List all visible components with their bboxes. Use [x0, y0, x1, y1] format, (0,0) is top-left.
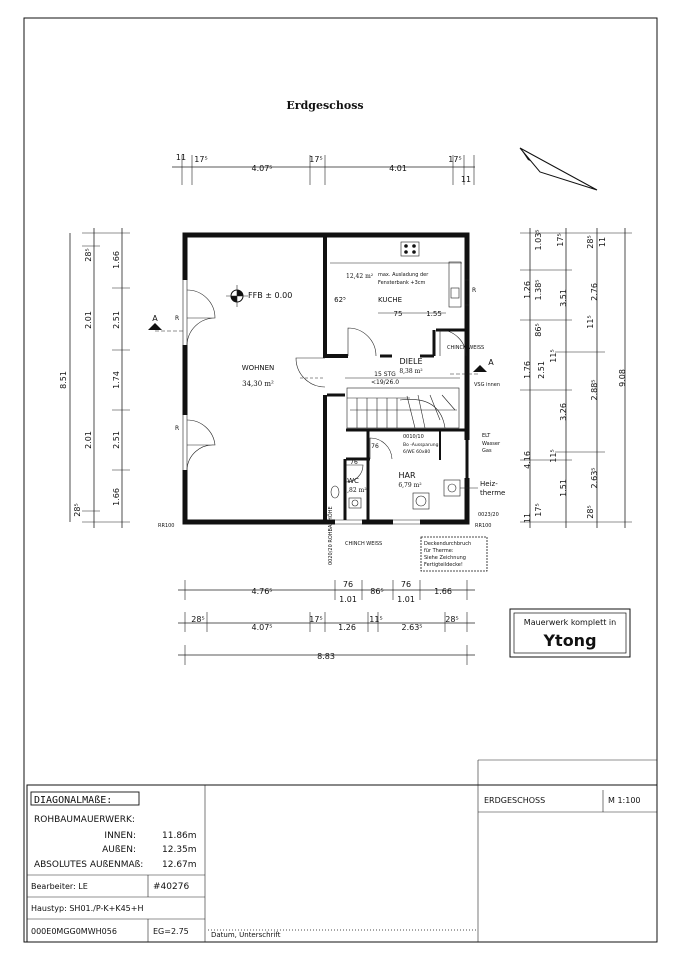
- dim-label: 76: [342, 580, 354, 589]
- gas-label: Gas: [482, 448, 492, 454]
- dim-label: 3.51: [559, 289, 568, 307]
- walls: [185, 235, 467, 522]
- dim-label: 17⁵: [194, 155, 208, 164]
- tb-haustyp: Haustyp: SH01./P-K+K45+H: [31, 904, 144, 913]
- section-label: A: [488, 358, 494, 367]
- stamp-text: Mauerwerk komplett in: [523, 618, 617, 627]
- dim-label: 1.66: [112, 251, 121, 269]
- wc-name: WC: [347, 477, 359, 485]
- tb-diagonal: DIAGONALMAßE:: [34, 795, 113, 806]
- r-mark: R: [472, 287, 477, 294]
- dim-label: 4.01: [389, 164, 407, 173]
- tb-aussen-label: AUßEN:: [102, 845, 136, 855]
- dim-chain-right: [520, 228, 632, 528]
- aussparung-label: Bo -Aussparung: [403, 443, 439, 448]
- north-arrow-outline: [520, 148, 597, 190]
- dim-label: 1.01: [397, 595, 415, 604]
- dim-label: 11⁵: [549, 449, 558, 463]
- dim-label: 1.74: [112, 371, 121, 389]
- dim-label: 1.03⁵: [534, 229, 543, 251]
- dim-label: 2.51: [537, 361, 546, 379]
- dim-label: 17⁵: [556, 233, 565, 247]
- plan-title: Erdgeschoss: [286, 99, 364, 112]
- dim-label: 17⁵: [309, 615, 323, 624]
- heiztherme-label: Heiz-: [480, 480, 498, 488]
- wasser-label: Wasser: [482, 441, 501, 447]
- dim-label: 28⁵: [191, 615, 205, 624]
- dim-label: 2.51: [112, 431, 121, 449]
- section-marker-left: [148, 323, 185, 331]
- dim-label: 11⁵: [549, 349, 558, 363]
- note-line: Siehe Zeichnung: [424, 555, 466, 561]
- section-label: A: [152, 314, 158, 323]
- kueche-name: KUCHE: [377, 296, 403, 304]
- aussparung-label: 6/WE 60x80: [403, 450, 431, 455]
- diele-name: DIELE: [399, 357, 423, 366]
- dim-label: 4.16: [523, 451, 532, 469]
- r-mark: R: [175, 425, 180, 432]
- tb-aussen-value: 12.35m: [162, 845, 197, 855]
- door-code-vertical: 0020/20 ROHBAUHÖHE: [328, 506, 334, 565]
- dim-label: 1.76: [523, 361, 532, 379]
- dim-chain-left: [59, 228, 130, 528]
- dim-label: 8.51: [59, 371, 68, 389]
- note-line: Deckendurchbruch: [424, 541, 472, 547]
- tb-innen-value: 11.86m: [162, 831, 197, 841]
- rr100-label: RR100: [475, 523, 492, 529]
- tb-bearbeiter: Bearbeiter: LE: [31, 882, 88, 891]
- tb-datum: Datum, Unterschrift: [211, 931, 281, 939]
- dim-label: 62⁵: [334, 296, 346, 304]
- dim-label: 11: [598, 236, 607, 248]
- stamp-brand: Ytong: [543, 631, 597, 650]
- dim-label: 17⁵: [534, 503, 543, 517]
- dim-label: 1.26: [338, 623, 356, 632]
- dim-label: 2.01: [84, 311, 93, 329]
- dim-label: 4.07⁵: [251, 623, 273, 632]
- dim-label: 28⁵: [445, 615, 459, 624]
- dim-chain-bottom-2: [178, 612, 475, 632]
- stairs-steps: 15 STG: [374, 371, 396, 378]
- dim-label: 2.76: [590, 283, 599, 301]
- kueche-note: max. Ausladung der: [378, 272, 429, 278]
- stairs-ratio: <19/26.0: [370, 379, 400, 386]
- dim-label: 86⁵: [370, 587, 384, 596]
- dim-label: 1.66: [434, 587, 452, 596]
- dim-chain-top: [172, 153, 475, 185]
- chinch-bottom-label: CHINCH WEISS: [345, 541, 383, 547]
- dim-label: 2.01: [84, 431, 93, 449]
- dim-label: 9.08: [618, 369, 627, 387]
- tb-floor: ERDGESCHOSS: [484, 796, 546, 805]
- tb-abs-label: ABSOLUTES AUßENMAß:: [34, 860, 144, 870]
- dim-label: 2.63⁵: [401, 623, 423, 632]
- dim-label: 28⁵: [586, 235, 595, 249]
- diele-area: 8,38 m²: [399, 368, 423, 375]
- wohnen-name: WOHNEN: [241, 364, 275, 372]
- dim-label: 28⁵: [84, 248, 93, 262]
- staircase: [345, 378, 460, 428]
- r-mark: R: [175, 315, 180, 322]
- tb-innen-label: INNEN:: [104, 831, 136, 841]
- wc-area: 1,82 m²: [343, 487, 367, 494]
- kueche-note: Fensterbank +3cm: [378, 280, 426, 286]
- heating-unit-icon: [444, 480, 460, 496]
- dim-label: 76: [400, 580, 412, 589]
- dim-label: 17⁵: [309, 155, 323, 164]
- dim-label: 11⁵: [586, 315, 595, 329]
- dim-label: 1.66: [112, 488, 121, 506]
- dim-label: 1.01: [339, 595, 357, 604]
- dim-label: 76: [371, 443, 379, 450]
- dim-label: 8.83: [317, 652, 335, 661]
- vsg-label: VSG innen: [474, 382, 501, 388]
- dim-label: 2.63⁵: [590, 467, 599, 489]
- dim-label: 1.51: [559, 479, 568, 497]
- dim-label: 4.76⁵: [251, 587, 273, 596]
- dim-label: 4.07⁵: [251, 164, 273, 173]
- dim-label: 11: [460, 175, 472, 184]
- note-line: für Therme:: [424, 548, 454, 554]
- dim-label: 86⁵: [534, 323, 543, 337]
- aussparung-label: 0010/10: [403, 434, 424, 440]
- dim-label: 11: [523, 512, 532, 524]
- tb-rohbau: ROHBAUMAUERWERK:: [34, 815, 135, 825]
- washing-machine-icon: [413, 493, 429, 509]
- note-line: Fertigteildecke!: [424, 562, 463, 568]
- dim-chain-bottom-3: [178, 645, 475, 665]
- tb-eg: EG=2.75: [153, 927, 189, 936]
- dim-label: 75: [393, 310, 403, 318]
- dim-label: 3.26: [559, 403, 568, 421]
- tb-abs-value: 12.67m: [162, 860, 197, 870]
- sink-icon: [451, 288, 459, 298]
- tb-scale: M 1:100: [608, 796, 641, 805]
- wohnen-area: 34,30 m²: [242, 380, 274, 388]
- dim-label: 17⁵: [448, 155, 462, 164]
- stove-icon: [401, 242, 419, 256]
- dim-label: 11: [175, 153, 187, 162]
- dim-label: 1.26: [523, 281, 532, 299]
- heiztherme-label: therme: [480, 489, 506, 497]
- dim-label: 2.51: [112, 311, 121, 329]
- har-area: 6,79 m²: [398, 482, 422, 489]
- tb-code: 000E0MGG0MWH056: [31, 927, 117, 936]
- washbasin-icon: [349, 498, 361, 508]
- kueche-area: 12,42 m²: [346, 273, 374, 280]
- door-code-label: 0023/20: [478, 512, 499, 518]
- dim-label: 76: [350, 459, 358, 466]
- rr100-label: RR100: [158, 523, 175, 529]
- dim-label: 1.38⁵: [534, 279, 543, 301]
- ffb-label: FFB ± 0.00: [248, 291, 293, 300]
- chinch-label: CHINCH WEISS: [447, 345, 485, 351]
- dim-label: 28⁵: [73, 503, 82, 517]
- tb-number: #40276: [153, 882, 190, 892]
- dim-chain-bottom-1: [178, 580, 475, 604]
- elt-label: ELT: [482, 433, 491, 439]
- dim-label: 1.55: [426, 310, 442, 318]
- toilet-icon: [331, 486, 339, 498]
- har-name: HAR: [398, 471, 416, 480]
- dim-label: 28⁵: [586, 505, 595, 519]
- dim-label: 2.88⁵: [590, 379, 599, 401]
- dim-label: 11⁵: [369, 615, 383, 624]
- level-marker-icon: [226, 285, 248, 307]
